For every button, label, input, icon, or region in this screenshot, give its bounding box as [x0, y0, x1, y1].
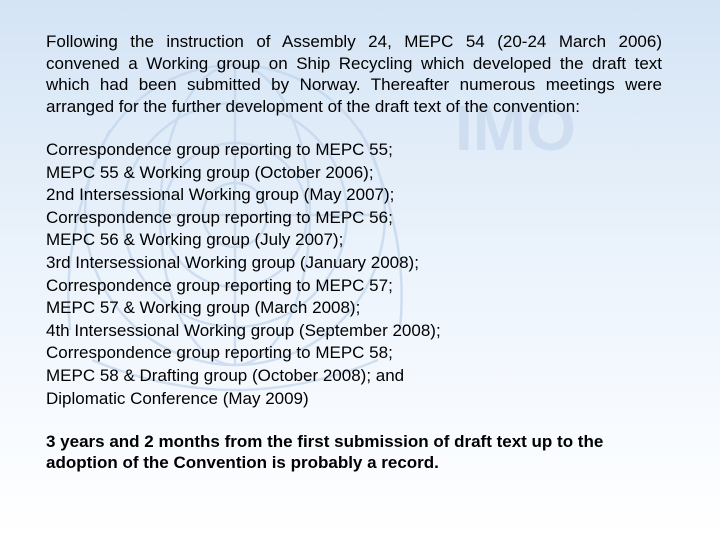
- timeline-item: Correspondence group reporting to MEPC 58;: [46, 343, 393, 363]
- timeline-item: MEPC 57 & Working group (March 2008);: [46, 298, 361, 318]
- intro-paragraph: Following the instruction of Assembly 24, MEPC 54 (20-24 March 2006) convened a Working group on Ship Recycling which developed the draft text which had been submitted by Norway. Thereafter numerous meetings were arranged for the further development of the draft text of the convention:: [46, 32, 662, 116]
- timeline-item: MEPC 55 & Working group (October 2006);: [46, 162, 374, 182]
- meeting-timeline-list: [46, 139, 662, 410]
- timeline-item: MEPC 56 & Working group (July 2007);: [46, 230, 344, 250]
- watermark-text: IMO: [455, 92, 576, 164]
- timeline-item: Correspondence group reporting to MEPC 57;: [46, 275, 393, 295]
- timeline-item: Correspondence group reporting to MEPC 56;: [46, 207, 393, 227]
- timeline-item: 4th Intersessional Working group (September 2008);: [46, 320, 441, 340]
- timeline-item: 3rd Intersessional Working group (January 2008);: [46, 252, 419, 272]
- timeline-item: MEPC 58 & Drafting group (October 2008); and: [46, 365, 405, 385]
- timeline-item: Correspondence group reporting to MEPC 55;: [46, 140, 393, 159]
- conclusion-statement: 3 years and 2 months from the first submission of draft text up to the adoption of the Convention is probably a record.: [46, 432, 604, 473]
- slide-content: [46, 31, 662, 473]
- timeline-item: 2nd Intersessional Working group (May 2007);: [46, 185, 395, 205]
- timeline-item: Diplomatic Conference (May 2009): [46, 388, 309, 408]
